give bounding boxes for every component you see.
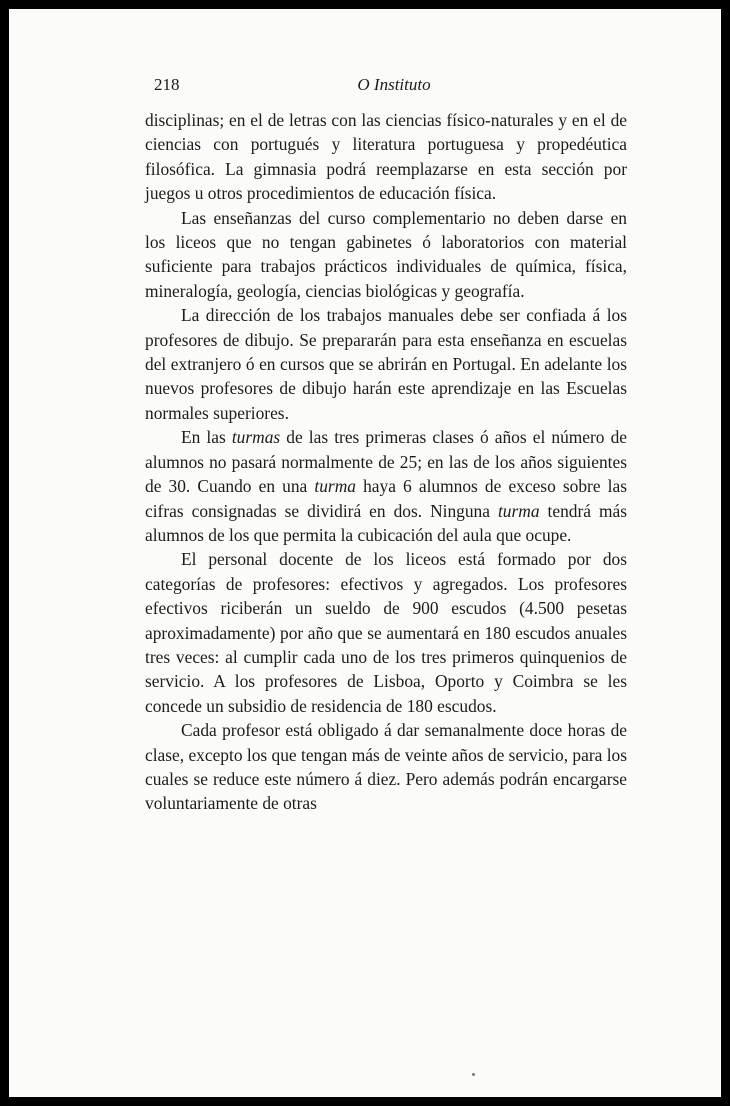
text-run: disciplinas; en el de letras con las ciencias físico-naturales y en el de ciencias con portugués y literatura portuguesa y propedéutica filosófica. La gimnasia podrá reemplazarse en esta sección por juegos u otros procedimientos de educación física. <box>145 110 627 204</box>
page-number: 218 <box>154 75 180 94</box>
text-run: Cada profesor está obligado á dar semanalmente doce horas de clase, excepto los que tengan más de veinte años de servicio, para los cuales se reduce este número á diez. Pero además podrán encargarse voluntariamente de otras <box>145 720 627 814</box>
text-run: En las <box>181 427 232 448</box>
paper-speck <box>472 1073 475 1076</box>
paragraph <box>145 108 627 206</box>
paragraph <box>145 547 627 718</box>
text-run: de las tres primeras clases ó años el número de alumnos no pasará normalmente de 25; en las de los años siguientes de 30. Cuando en una <box>145 427 628 497</box>
page-header <box>154 75 634 101</box>
paragraph <box>145 718 627 816</box>
paragraph <box>145 206 627 304</box>
paragraph <box>145 425 627 547</box>
running-title: O Instituto <box>357 75 431 94</box>
text-run: haya 6 alumnos de exceso sobre las cifras consignadas se dividirá en dos. Ninguna <box>145 476 628 521</box>
text-run: Las enseñanzas del curso complementario no deben darse en los liceos que no tengan gabinetes ó laboratorios con material suficiente para trabajos prácticos individuales de química, física, mineralogía, geología, ciencias biológicas y geografía. <box>145 207 627 301</box>
italic-term: turma <box>497 500 540 521</box>
paragraph <box>145 303 627 425</box>
text-run: El personal docente de los liceos está formado por dos categorías de profesores: efectivos y agregados. Los profesores efectivos riciberán un sueldo de 900 escudos (4.500 pesetas aproximadamente) por año que se aumentará en 180 escudos anuales tres veces: al cumplir cada uno de los tres primeros quinquenios de servicio. A los profesores de Lisboa, Oporto y Coimbra se les concede un subsidio de residencia de 180 escudos. <box>145 549 627 716</box>
italic-term: turma <box>314 476 356 497</box>
body-text <box>145 108 627 816</box>
text-run: tendrá más alumnos de los que permita la cubicación del aula que ocupe. <box>145 500 627 545</box>
text-run: La dirección de los trabajos manuales debe ser confiada á los profesores de dibujo. Se prepararán para esta enseñanza en escuelas del extranjero ó en cursos que se abrirán en Portugal. En adelante los nuevos profesores de dibujo harán este aprendizaje en las Escuelas normales superiores. <box>145 305 627 423</box>
italic-term: turmas <box>231 427 281 448</box>
